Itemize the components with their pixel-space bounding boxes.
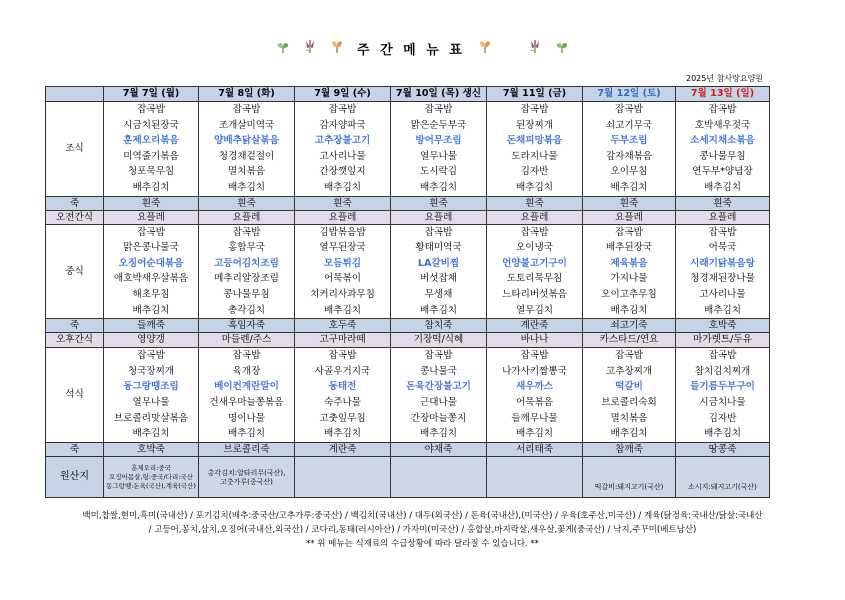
menu-item: 배추김치 [610, 428, 648, 440]
cell-breakfast_porridge: 흰죽 [583, 196, 676, 210]
menu-item: 감자채볶음 [605, 150, 653, 162]
menu-item: 훈제오리볶음 [123, 135, 179, 147]
menu-item: 잡곡밥 [520, 350, 549, 362]
menu-item: 들깨무나물 [511, 412, 558, 424]
cell-afternoon_snack: 고구마라떼 [295, 333, 391, 348]
menu-item: 들기름두부구이 [690, 381, 755, 393]
footer-line: 백미,찹쌀,현미,흑미(국내산) / 포기김치(배추:중국산/고추가루:중국산) / 백김치(국내산) / 대두(외국산) / 돈육(국내산),(미국산) / 우육(호주산,미국산) / 계육(닭정육:국내산/닭살:국내산 [82, 511, 763, 521]
menu-item: 배추김치 [132, 304, 170, 316]
cell-lunch_porridge: 호박죽 [676, 319, 770, 333]
meal-cell [199, 224, 295, 319]
meal-cell [487, 224, 583, 319]
menu-item: 잡곡밥 [137, 226, 165, 238]
menu-item: 도라지나물 [511, 150, 558, 162]
day-header: 7월 9일 (수) [295, 87, 391, 102]
meal-cell [104, 348, 199, 443]
menu-item: 잡곡밥 [520, 226, 549, 238]
menu-item: 간장마늘쫑지 [410, 412, 467, 424]
menu-item: 배추김치 [703, 428, 742, 440]
menu-item: 배추김치 [323, 428, 362, 440]
menu-item: 방어무조림 [415, 135, 462, 147]
row-label-origin: 원산지 [46, 456, 104, 497]
row-breakfast_porridge [46, 196, 770, 210]
meal-cell [104, 224, 199, 319]
menu-item: 콩나물무침 [699, 150, 746, 162]
cell-dinner_porridge: 참깨죽 [583, 442, 676, 456]
cell-lunch_porridge: 들깨죽 [104, 319, 199, 333]
menu-item: 배추김치 [419, 304, 458, 316]
row-label-breakfast: 조식 [46, 102, 104, 197]
menu-item: 사골우거지국 [314, 365, 371, 377]
menu-item: 간장깻잎지 [319, 166, 366, 178]
cell-lunch_porridge: 참치죽 [391, 319, 487, 333]
menu-item: 돈육간장불고기 [406, 381, 471, 393]
origin-line: 떡갈비:돼지고기(국산) [594, 483, 664, 492]
menu-item: 잡곡밥 [328, 350, 357, 362]
menu-item: 잡곡밥 [328, 104, 357, 115]
menu-item: 배추김치 [703, 181, 742, 193]
menu-item: 해초무침 [132, 288, 170, 300]
menu-item: 배추김치 [227, 428, 266, 440]
row-label-porridge: 죽 [46, 196, 104, 210]
menu-item: 참치김치찌개 [694, 365, 751, 377]
subtitle: 2025년 참사랑요양원 [686, 74, 763, 83]
menu-item: 청국장찌개 [127, 365, 175, 377]
menu-item: 배추김치 [610, 181, 648, 193]
menu-item: 배추김치 [323, 304, 362, 316]
origin-cell [199, 456, 295, 497]
menu-item: LA갈비찜 [417, 257, 460, 269]
menu-item: 숙주나물 [323, 396, 362, 408]
meal-cell [583, 348, 676, 443]
menu-item: 어묵볶이 [323, 273, 362, 285]
menu-item: 근대나물 [419, 396, 458, 408]
origin-cell [487, 456, 583, 497]
menu-item: 배추김치 [227, 181, 266, 193]
cell-afternoon_snack: 기장떡/식혜 [391, 333, 487, 348]
row-label-lunch: 중식 [46, 224, 104, 319]
menu-item: 어묵국 [708, 242, 737, 254]
menu-item: 고추장찌개 [605, 365, 653, 377]
origin-cell [295, 456, 391, 497]
menu-item: 열무나물 [419, 150, 458, 162]
cell-afternoon_snack: 영양갱 [104, 333, 199, 348]
menu-item: 느타리버섯볶음 [502, 288, 567, 300]
row-morning_snack [46, 210, 770, 224]
origin-line: 오징어몸살,링:중국/다리:국산 [109, 473, 193, 482]
meal-cell [487, 102, 583, 197]
page-title: 주 간 메 뉴 표 [357, 43, 465, 58]
menu-item: 김자반 [520, 166, 549, 178]
row-label-dinner: 석식 [46, 348, 104, 443]
menu-item: 메추리알장조림 [214, 273, 279, 285]
origin-cell [676, 456, 770, 497]
cell-breakfast_porridge: 흰죽 [676, 196, 770, 210]
menu-item: 건새우마늘쫑볶음 [209, 396, 284, 408]
meal-cell [676, 102, 770, 197]
menu-item: 동태전 [328, 381, 357, 393]
menu-item: 두부조림 [610, 135, 648, 147]
menu-item: 청경채겉절이 [218, 150, 275, 162]
menu-item: 오이냉국 [515, 242, 554, 254]
cell-dinner_porridge: 땅콩죽 [676, 442, 770, 456]
menu-item: 나가사키짬뽕국 [502, 365, 567, 377]
menu-table [45, 86, 770, 498]
cell-morning_snack: 요플레 [676, 210, 770, 224]
flower-icon [554, 39, 570, 59]
menu-item: 새우까스 [515, 381, 554, 393]
row-origin [46, 456, 770, 497]
menu-item: 멸치볶음 [227, 166, 266, 178]
menu-item: 브로콜리맛살볶음 [113, 412, 189, 424]
menu-item: 배추김치 [515, 181, 554, 193]
cell-breakfast_porridge: 흰죽 [104, 196, 199, 210]
menu-item: 잡곡밥 [424, 350, 453, 362]
menu-item: 언양불고기구이 [502, 257, 567, 269]
menu-item: 소세지채소볶음 [690, 135, 755, 147]
menu-item: 브로콜리숙회 [601, 396, 657, 408]
menu-item: 어묵볶음 [515, 396, 554, 408]
flower-icon [329, 39, 345, 59]
menu-item: 잡곡밥 [615, 350, 643, 362]
meal-cell [391, 348, 487, 443]
meal-cell [676, 348, 770, 443]
menu-item: 잡곡밥 [424, 226, 453, 238]
cell-afternoon_snack: 마가렛트/두유 [676, 333, 770, 348]
menu-item: 멸치볶음 [610, 412, 648, 424]
origin-cell [391, 456, 487, 497]
menu-item: 육개장 [232, 365, 261, 377]
footer-line: / 고등어,꽁치,삼치,오징어(국내산,외국산) / 코다리,동태(러시아산) / 가자미(미국산) / 홍합살,바지락살,새우살,꽃게(중국산) / 낙지,주꾸미(베트남산) [148, 525, 697, 535]
menu-item: 잡곡밥 [708, 104, 737, 115]
header-row [46, 87, 770, 102]
meal-row-dinner [46, 348, 770, 443]
origin-line: 훈제오리:중국 [131, 464, 171, 473]
cell-afternoon_snack: 카스타드/연요 [583, 333, 676, 348]
cell-breakfast_porridge: 흰죽 [487, 196, 583, 210]
menu-item: 베이컨계란말이 [214, 381, 279, 393]
menu-item: 열무나물 [132, 396, 170, 408]
row-label-porridge: 죽 [46, 319, 104, 333]
menu-item: 고등어김치조림 [214, 257, 279, 269]
menu-item: 배추김치 [703, 304, 742, 316]
menu-item: 시금치된장국 [123, 119, 179, 131]
row-label-afternoon_snack: 오후간식 [46, 333, 104, 348]
menu-item: 시금치나물 [699, 396, 746, 408]
footer-line: ** 위 메뉴는 식재료의 수급상황에 따라 달라질 수 있습니다. ** [306, 539, 539, 549]
menu-item: 양배추닭살볶음 [214, 135, 279, 147]
row-dinner_porridge [46, 442, 770, 456]
menu-item: 가지나물 [610, 273, 648, 285]
cell-afternoon_snack: 마들렌/주스 [199, 333, 295, 348]
menu-item: 배추된장국 [605, 242, 653, 254]
row-lunch_porridge [46, 319, 770, 333]
menu-item: 잡곡밥 [232, 104, 261, 115]
cell-breakfast_porridge: 흰죽 [391, 196, 487, 210]
cell-morning_snack: 요플레 [104, 210, 199, 224]
cell-morning_snack: 요플레 [391, 210, 487, 224]
menu-item: 잡곡밥 [615, 104, 643, 115]
menu-item: 고사리나물 [699, 288, 746, 300]
menu-item: 김밥볶음밥 [319, 226, 366, 238]
day-header-saturday: 7월 12일 (토) [583, 87, 676, 102]
origin-line: 총각김치:알타리무(국산), [207, 468, 286, 477]
meal-cell [295, 102, 391, 197]
menu-item: 열무된장국 [319, 242, 366, 254]
cell-lunch_porridge: 호두죽 [295, 319, 391, 333]
origin-cell [104, 456, 199, 497]
meal-cell [391, 224, 487, 319]
meal-row-breakfast [46, 102, 770, 197]
cell-morning_snack: 요플레 [487, 210, 583, 224]
menu-item: 배추김치 [610, 304, 648, 316]
menu-item: 모듬튀김 [323, 257, 362, 269]
title-row [0, 38, 845, 64]
menu-item: 연두부*양념장 [692, 166, 753, 178]
flower-icon [302, 39, 318, 59]
cell-dinner_porridge: 서리태죽 [487, 442, 583, 456]
menu-item: 열무김치 [515, 304, 554, 316]
menu-item: 잡곡밥 [424, 104, 453, 115]
meal-cell [391, 102, 487, 197]
menu-item: 배추김치 [419, 428, 458, 440]
menu-item: 떡갈비 [615, 381, 643, 393]
cell-lunch_porridge: 쇠고기죽 [583, 319, 676, 333]
meal-cell [104, 102, 199, 197]
menu-item: 청경채된장나물 [690, 273, 755, 285]
origin-line: 동그랑땡:돈육(국산),계육(국산) [106, 482, 196, 491]
menu-item: 잡곡밥 [708, 226, 737, 238]
menu-item: 시래기닭볶음탕 [690, 257, 755, 269]
row-label-porridge: 죽 [46, 442, 104, 456]
menu-item: 잡곡밥 [232, 350, 261, 362]
menu-item: 미역줄기볶음 [123, 150, 179, 162]
cell-breakfast_porridge: 흰죽 [295, 196, 391, 210]
menu-item: 치커리사과무침 [310, 288, 375, 300]
menu-item: 애호박새우살볶음 [113, 273, 189, 285]
menu-item: 총각김치 [227, 304, 266, 316]
meal-cell [295, 348, 391, 443]
menu-item: 황태미역국 [415, 242, 462, 254]
menu-item: 홍합무국 [227, 242, 266, 254]
menu-item: 명이나물 [227, 412, 266, 424]
cell-lunch_porridge: 계란죽 [487, 319, 583, 333]
menu-item: 감자양파국 [319, 119, 366, 131]
meal-cell [583, 102, 676, 197]
flower-icon [275, 39, 291, 59]
menu-item: 배추김치 [323, 181, 362, 193]
menu-item: 잡곡밥 [232, 226, 261, 238]
day-header: 7월 7일 (월) [104, 87, 199, 102]
cell-morning_snack: 요플레 [199, 210, 295, 224]
cell-dinner_porridge: 브로콜리죽 [199, 442, 295, 456]
menu-item: 배추김치 [132, 181, 170, 193]
menu-item: 잡곡밥 [520, 104, 549, 115]
cell-afternoon_snack: 바나나 [487, 333, 583, 348]
menu-item: 잡곡밥 [615, 226, 643, 238]
menu-item: 오이무침 [610, 166, 648, 178]
menu-item: 도시락김 [419, 166, 458, 178]
menu-item: 제육볶음 [610, 257, 648, 269]
cell-lunch_porridge: 흑임자죽 [199, 319, 295, 333]
menu-item: 배추김치 [419, 181, 458, 193]
menu-item: 버섯잡채 [419, 273, 458, 285]
cell-dinner_porridge: 야채죽 [391, 442, 487, 456]
cell-dinner_porridge: 계란죽 [295, 442, 391, 456]
menu-item: 고추장불고기 [314, 135, 371, 147]
menu-item: 콩나물무침 [223, 288, 270, 300]
menu-item: 동그랑땡조림 [123, 381, 179, 393]
menu-item: 무생채 [424, 288, 453, 300]
menu-item: 잡곡밥 [137, 104, 165, 115]
menu-item: 조개살미역국 [218, 119, 275, 131]
menu-item: 콩나물국 [419, 365, 458, 377]
menu-item: 된장찌개 [515, 119, 554, 131]
menu-item: 돈채피망볶음 [506, 135, 563, 147]
cell-breakfast_porridge: 흰죽 [199, 196, 295, 210]
menu-item: 도토리묵무침 [506, 273, 563, 285]
meal-cell [676, 224, 770, 319]
menu-item: 김자반 [708, 412, 737, 424]
meal-cell [583, 224, 676, 319]
menu-item: 쇠고기무국 [605, 119, 653, 131]
flower-icon [527, 39, 543, 59]
meal-row-lunch [46, 224, 770, 319]
meal-cell [199, 348, 295, 443]
menu-item: 잡곡밥 [137, 350, 165, 362]
menu-item: 맑은콩나물국 [123, 242, 179, 254]
menu-item: 오징어순대볶음 [118, 257, 184, 269]
menu-item: 오이고추무침 [601, 288, 657, 300]
menu-item: 잡곡밥 [708, 350, 737, 362]
menu-item: 고춧잎무침 [319, 412, 366, 424]
day-header: 7월 10일 (목) 생신 [391, 87, 487, 102]
menu-item: 고사리나물 [319, 150, 366, 162]
menu-item: 맑은순두부국 [410, 119, 467, 131]
menu-item: 청포묵무침 [127, 166, 175, 178]
origin-line: 고춧가루(중국산) [220, 477, 273, 486]
row-afternoon_snack [46, 333, 770, 348]
origin-line: 소시지:돼지고기(국산) [688, 483, 757, 492]
day-header: 7월 11일 (금) [487, 87, 583, 102]
meal-cell [487, 348, 583, 443]
flower-icon [477, 39, 493, 59]
cell-dinner_porridge: 호박죽 [104, 442, 199, 456]
origin-cell [583, 456, 676, 497]
corner-cell [46, 87, 104, 102]
meal-cell [199, 102, 295, 197]
cell-morning_snack: 요플레 [295, 210, 391, 224]
menu-item: 배추김치 [515, 428, 554, 440]
day-header: 7월 8일 (화) [199, 87, 295, 102]
row-label-morning_snack: 오전간식 [46, 210, 104, 224]
menu-item: 호박새우젓국 [694, 119, 751, 131]
day-header-sunday: 7월 13일 (일) [676, 87, 770, 102]
cell-morning_snack: 요플레 [583, 210, 676, 224]
menu-item: 배추김치 [132, 428, 170, 440]
meal-cell [295, 224, 391, 319]
